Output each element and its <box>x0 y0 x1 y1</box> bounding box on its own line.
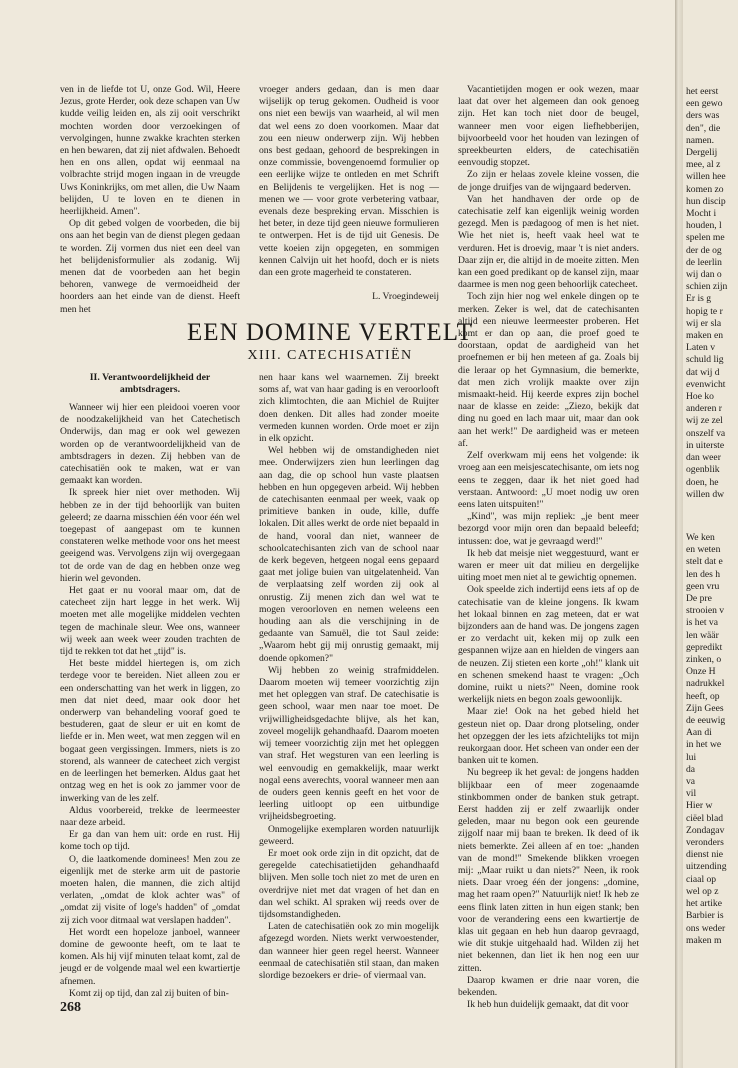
paragraph: Zelf overkwam mij eens het volgende: ik vroeg aan een meisjescatechisante, om iets nog eens te zeggen, daar ik het niet goed had verstaan. Antwoord: „U moet nodig uw oren eens laten uitspuiten!" <box>458 450 639 510</box>
book-gutter <box>675 0 683 1068</box>
facing-page-line: mee, al z <box>686 159 721 171</box>
facing-page-line: hopig te r <box>686 305 723 317</box>
paragraph: ven in de liefde tot U, onze God. Wil, Heere Jezus, grote Herder, ook deze schapen van Uw kudde veilig leiden en, als zij ooit verschrikt mochten worden door verzoekingen of vervolgingen, hunne zwakke krachten sterken en hen bewaren, dat zij niet afdwalen. Behoedt hen en ons allen, opdat wij eenmaal na volbrachte strijd mogen ingaan in de vreugde Uws Koninkrijks, om met allen, die Uw Naam belijden, U te loven en te dienen in heerlijkheid. Amen". <box>60 84 240 218</box>
facing-page-line: Er is g <box>686 293 712 305</box>
paragraph: vroeger anders gedaan, dan is men daar wijselijk op terug gekomen. Oudheid is voor ons niet een bewijs van waarheid, al wil men dat wel eens zo doen voorkomen. Maar dat zou een nieuw onderwerp zijn. Wij hebben ons best gedaan, gehoord de besprekingen in onze commissie, bovengenoemd formulier op een eerlijke wijze te ontleden en met Schrift en Belijdenis te vergelijken. Het is nog — menen we — voor grote verbetering vatbaar, evenals deze bespreking ervan. Misschien is het beter, in deze tijd geen nieuwe formulieren te ontwerpen. Het is de tijd uit Genesis. De vette koeien zijn opgegeten, en sommigen kennen Calvijn uit het hoofd, doch er is niets dan een grote magerheid te constateren. <box>259 84 439 279</box>
facing-page-line: va <box>686 776 696 788</box>
facing-page-text-top <box>683 86 727 501</box>
article-middle-column <box>259 372 439 990</box>
facing-page-line: Hoe ko <box>686 391 714 403</box>
facing-page-line: heeft, op <box>686 690 720 702</box>
facing-page-line: dan weer <box>686 452 721 464</box>
paragraph: Er moet ook orde zijn in dit opzicht, dat de geregelde catechisatietijden gehandhaafd blijven. Men solle toch niet zo met de uren en overdrijve niet met dat vragen of het dan en dan wel schikt. Al spraken wij reeds over de tijdsomstandigheden. <box>259 847 439 920</box>
facing-page-line: maken en <box>686 330 724 342</box>
facing-page-line: ciaal op <box>686 873 717 885</box>
paragraph: „Kind", was mijn repliek: „je bent meer bezorgd voor mijn oren dan bepaald beleefd; intussen: doe, wat je gevraagd werd!" <box>458 511 639 547</box>
paragraph: Wij hebben zo weinig strafmiddelen. Daarom moeten wij temeer voorzichtig zijn met het opleggen van straf. De catechisatie is geen school, waar men naar toe moet. De vrijwilligheidsgedachte blijve, als het kan, zoveel mogelijk gehandhaafd. Daarom moeten wij temeer voorzichtig zijn met het opleggen van straf. Het wegsturen van een leerling is wel eenvoudig en gemakkelijk, maar werkt nogal eens averechts, vooral wanneer men aan de ouders geen kennis geeft en het voor de leerling uitloopt op een uitbundige vrijheidsbegroeting. <box>259 664 439 823</box>
facing-page-line: De pre <box>686 593 712 605</box>
facing-page-line: maken m <box>686 934 722 946</box>
facing-page-line: houden, l <box>686 220 722 232</box>
facing-page-line: doen, he <box>686 476 719 488</box>
facing-page-line: gepredikt <box>686 641 723 653</box>
article-subtitle: XIII. CATECHISATIËN <box>247 348 413 363</box>
facing-page-line: Zondagav <box>686 824 725 836</box>
facing-page-line: schien zijn <box>686 281 728 293</box>
facing-page-line: We ken <box>686 532 715 543</box>
paragraph: Aldus voorbereid, trekke de leermeester naar deze arbeid. <box>60 804 240 828</box>
facing-page-line: dat wij d <box>686 366 720 378</box>
paragraph: Wanneer wij hier een pleidooi voeren voor de noodzakelijkheid van het Catechetisch Onderwijs, dan mag er ook wel gewezen worden op de verantwoordelijkheid van de ambtsdragers in dezen. Zij hebben van de catechisatiën ook te maken, wat er van gemaakt kan worden. <box>60 402 240 487</box>
paragraph: Het beste middel hiertegen is, om zich terdege voor te bereiden. Niet alleen zou er een onderschatting van het werk in liggen, zo men dat niet deed, maar ook door het onderwerp van behandeling vooraf goed te bestuderen, gaat de sleur er uit en komt de liefde er in. Men weet, wat men zeggen wil en bogaat geen vergissingen. Immers, niets is zo storend, als wanneer de catecheet zich vergist en de leerlingen het bemerken. Aldus gaat het ontzag weg en het is ook zo jammer voor de inwerking van de les zelf. <box>60 658 240 804</box>
paragraph: Ik heb hun duidelijk gemaakt, dat dit voor <box>467 999 629 1011</box>
paragraph: Van het handhaven der orde op de catechisatie zelf kan eigenlijk weinig worden gezegd. Men is pædagoog of men is het niet. Wie het niet is, heeft vaak heel wat te verduren. Het is droevig, maar 't is niet anders. Daar zijn er, die altijd in de moeite zitten. Men kan een goed predikant op de kansel zijn, maar daarmee is men nog geen behoorlijk catecheet. <box>458 193 639 291</box>
article-title: EEN DOMINE VERTELT <box>187 319 473 346</box>
facing-page-line: namen. <box>686 134 714 146</box>
facing-page-line: zinken, o <box>686 654 722 666</box>
facing-page-line: Dergelij <box>686 147 718 159</box>
facing-page-line: de leerlin <box>686 256 722 268</box>
facing-page-line: in uiterste <box>686 439 725 451</box>
facing-page-line: wij er sla <box>686 317 722 329</box>
facing-page-line: Laten v <box>686 342 716 354</box>
article-right-column <box>458 84 639 1011</box>
paragraph: Wel hebben wij de omstandigheden niet mee. Onderwijzers zien hun leerlingen dag aan dag, die op school hun vaste plaatsen hebben en hun opgegeven arbeid. Wij hebben de catechisanten eenmaal per week, vaak op primitieve banken in oude, kille, duffe lokalen. Dit alles werkt de orde niet bepaald in de hand, vooral dan niet, wanneer de schoolcatechisanten zich van de school naar de kerk begeven, hetgeen nogal eens gepaard gaat met jolige buien van uitgelatenheid. Van de verplaatsing zelf worden zij ook al onrustig. Zij menen zich dan wel wat te mogen veroorloven en nemen weleens een houding aan als die verschijning in de gedaante van Samuël, die tot Saul zeide: „Waarom hebt gij mij onrustig gemaakt, mij doende opkomen?" <box>259 445 439 664</box>
facing-page-line: da <box>686 763 696 775</box>
paragraph: Het gaat er nu vooral maar om, dat de catecheet zijn hart legge in het werk. Wij moeten met alle mogelijke middelen vechten tegen de machinale sleur. Wee ons, wanneer wij week aan week weer zouden trachten de tijd te rekken tot dat het „tijd" is. <box>60 585 240 658</box>
facing-page-line: onszelf va <box>686 427 726 439</box>
paragraph: Het wordt een hopeloze janboel, wanneer domine de gewoonte heeft, om te laat te komen. Als hij vijf minuten telaat komt, zal de jeugd er de volgende maal wel een kwartiertje afnemen. <box>60 926 240 987</box>
facing-page-line: hun discip <box>686 195 726 207</box>
facing-page-line: len wäär <box>686 629 719 641</box>
paragraph: Ook speelde zich indertijd eens iets af op de catechisatie van de kleine jongens. Ik kwam het lokaal binnen en zag meteen, dat er wat bijzonders aan de hand was. De jongens zagen er zo verdacht uit, keken mij op zulk een gespannen wijze aan en hielden de vingers aan de neuzen. Zij stieten een korte „oh!" klank uit en schenen smekend haast te vragen: „Och domine, ruikt u niets?" Neen, domine rook werkelijk niets en begon zoals gewoonlijk. <box>458 584 639 706</box>
facing-page-line: strooien v <box>686 605 725 617</box>
facing-page-line: dienst nie <box>686 849 724 861</box>
facing-page-text-bottom <box>683 532 727 947</box>
paragraph: Ik spreek hier niet over methoden. Wij hebben ze in der tijd behoorlijk van buiten geleerd; ze daarna misschien één voor één wel toegepast of aangepast om te kunnen constateren welke methode voor ons het meest geeigend was. Vervolgens zijn wij overgegaan tot de orde van de dag en hebben onze weg hierin wel gevonden. <box>60 487 240 584</box>
facing-page-edge <box>683 0 738 1068</box>
facing-page-line: Onze H <box>686 666 716 678</box>
paragraph: nen haar kans wel waarnemen. Zij breekt soms af, wat van haar gading is en veroorlooft zich klimtochten, die aan Michiel de Ruijter doen denken. Dit alles had zonder moeite vermeden kunnen worden. Orde moet er zijn in elk opzicht. <box>259 372 439 445</box>
facing-page-line: evenwicht <box>686 378 726 390</box>
facing-page-line: der de og <box>686 244 722 256</box>
article-left-column <box>60 372 240 999</box>
facing-page-line: ciëel blad <box>686 812 724 824</box>
facing-page-line: in het we <box>686 739 722 751</box>
facing-page-line: schuld lig <box>686 354 724 366</box>
facing-page-line: willen dw <box>686 488 725 500</box>
paragraph: Onmogelijke exemplaren worden natuurlijk geweerd. <box>259 823 439 847</box>
facing-page-line: Mocht i <box>686 208 717 220</box>
facing-page-line: ogenblik <box>686 464 720 476</box>
facing-page-line: wij dan o <box>686 269 722 281</box>
facing-page-line: een gewo <box>686 98 723 110</box>
paragraph: Laten de catechisatiën ook zo min mogelijk afgezegd worden. Niets werkt verwoestender, dan wanneer hier geen regel heerst. Wanneer eenmaal de catechisatiën stil staan, dan maken slordige bezoekers er drie- of viermaal van. <box>259 921 439 981</box>
paragraph: Toch zijn hier nog wel enkele dingen op te merken. Zeker is wel, dat de catechisanten altijd een nieuwe leermeester proberen. Het komt er dan op aan, die proef goed te doorstaan, opdat de aardigheid van het proefnemen er bij hen meteen af ga. Zoals bij die leraar op het Gymnasium, die bemerkte, dat men zich vrolijk maakte over zijn mismaakt-heid. Hij keerde expres zijn bochel naar de klasse en zeide: „Ziezo, bekijk dat ding nu goed en lach maar uit, maar dan ook aan het werk!" De aardigheid was er meteen af. <box>458 291 639 449</box>
paragraph: Maar zie! Ook na het gebed hield het gesteun niet op. Daar drong plotseling, onder het opzeggen der les iets afzichtelijks tot mijn reukorgaan door. Het scheen van onder een der banken uit te komen. <box>458 706 639 767</box>
paragraph: Komt zij op tijd, dan zal zij buiten of bin- <box>69 987 229 999</box>
paragraph: Nu begreep ik het geval: de jongens hadden blijkbaar een of meer zogenaamde stinkbommen onder de banken stuk getrapt. Eerst hadden zij er zelf zwaarlijk onder geleden, maar nu begon ook een geurende zijgolf naar mij baan te breken. Ik deed of ik niets bemerkte. Zei alleen af en toe: „handen van de mond!" Smekende blikken vroegen mij: „Maar ruikt u dan niets?" Neen, ik rook niets. Daar vroeg één der jongens: „domine, mag het raam open?" Natuurlijk niet! Ik heb ze eens flink laten zitten in hun eigen stank; ben voor de verandering eens een kwartiertje de klas uit gegaan en heb hun daarop gevraagd, wie dit stukje uitgehaald had. Wilden zij het niet bekennen, dan liet ik hen nog een uur zitten. <box>458 767 639 974</box>
paragraph: Daarop kwamen er drie naar voren, die bekenden. <box>458 974 639 999</box>
facing-page-line: het artike <box>686 898 722 910</box>
facing-page-line: veronders <box>686 837 724 849</box>
top-left-column <box>60 84 240 315</box>
paragraph: Op dit gebed volgen de voorbeden, die bij ons aan het begin van de dienst plegen gedaan te worden. Zij vormen dus niet een deel van het belijdenisformulier als zodanig. Wij menen dat de voorbeden aan het begin behoren, vanwege de vermoeidheid der hoorders aan het einde van de dienst. Heeft men het <box>60 218 240 315</box>
facing-page-line: wel op z <box>686 885 719 897</box>
facing-page-line: anderen r <box>686 403 722 415</box>
facing-page-line: nadrukkel <box>686 678 725 690</box>
facing-page-line: len des h <box>686 568 721 580</box>
paragraph: O, die laatkomende dominees! Men zou ze eigenlijk met de sterke arm uit de pastorie moeten halen, die mannen, die zich altijd verlaten, „omdat de klok achter was" of „omdat zij visite of loge's hadden" of „omdat zij zich voor ditmaal wat verslapen hadden". <box>60 853 240 926</box>
facing-page-line: den", die <box>686 122 721 134</box>
facing-page-line: Hier w <box>686 800 713 812</box>
facing-page-line: Zijn Gees <box>686 702 724 714</box>
facing-page-line: ons weder <box>686 922 726 934</box>
paragraph: Vacantietijden mogen er ook wezen, maar laat dat over het algemeen dan ook genoeg zijn. Het kan toch niet door de beugel, wanneer men voor eigen liefhebberijen, bijvoorbeeld voor het houden van lezingen of spreekbeurten elders, de catechisatiën eenvoudig stopzet. <box>458 84 639 169</box>
facing-page-line: is het va <box>686 617 718 629</box>
facing-page-line: geen vru <box>686 580 720 592</box>
facing-page-line: Aan di <box>686 727 712 739</box>
top-middle-column <box>259 84 439 312</box>
facing-page-line: vil <box>686 788 697 800</box>
facing-page-line: spelen me <box>686 232 725 244</box>
facing-page-line: Barbier is <box>686 910 724 922</box>
facing-page-line: uitzending <box>686 861 727 873</box>
facing-page-line: willen hee <box>686 171 726 183</box>
paragraph: Er ga dan van hem uit: orde en rust. Hij kome toch op tijd. <box>60 829 240 853</box>
facing-page-line: ders was <box>686 110 720 122</box>
paragraph: Zo zijn er helaas zovele kleine vossen, die de jonge druifjes van de wijngaard bederven. <box>458 169 639 193</box>
facing-page-line: komen zo <box>686 183 724 195</box>
facing-page-line: de eeuwig <box>686 715 726 727</box>
author-signature: L. Vroegindeweij <box>372 291 439 303</box>
facing-page-line: wij ze zel <box>686 415 723 427</box>
facing-page-line: en weten <box>686 544 721 556</box>
page-number: 268 <box>60 1000 81 1015</box>
facing-page-line: lui <box>686 751 697 763</box>
paragraph: Ik heb dat meisje niet weggestuurd, want er waren er meer uit dat milieu en dergelijke uiting moet men niet al te gewichtig opnemen. <box>458 547 639 584</box>
facing-page-line: stelt dat e <box>686 556 723 568</box>
facing-page-line: het eerst <box>686 86 719 97</box>
section-heading: II. Verantwoordelijkheid der ambtsdragers. <box>89 372 211 395</box>
